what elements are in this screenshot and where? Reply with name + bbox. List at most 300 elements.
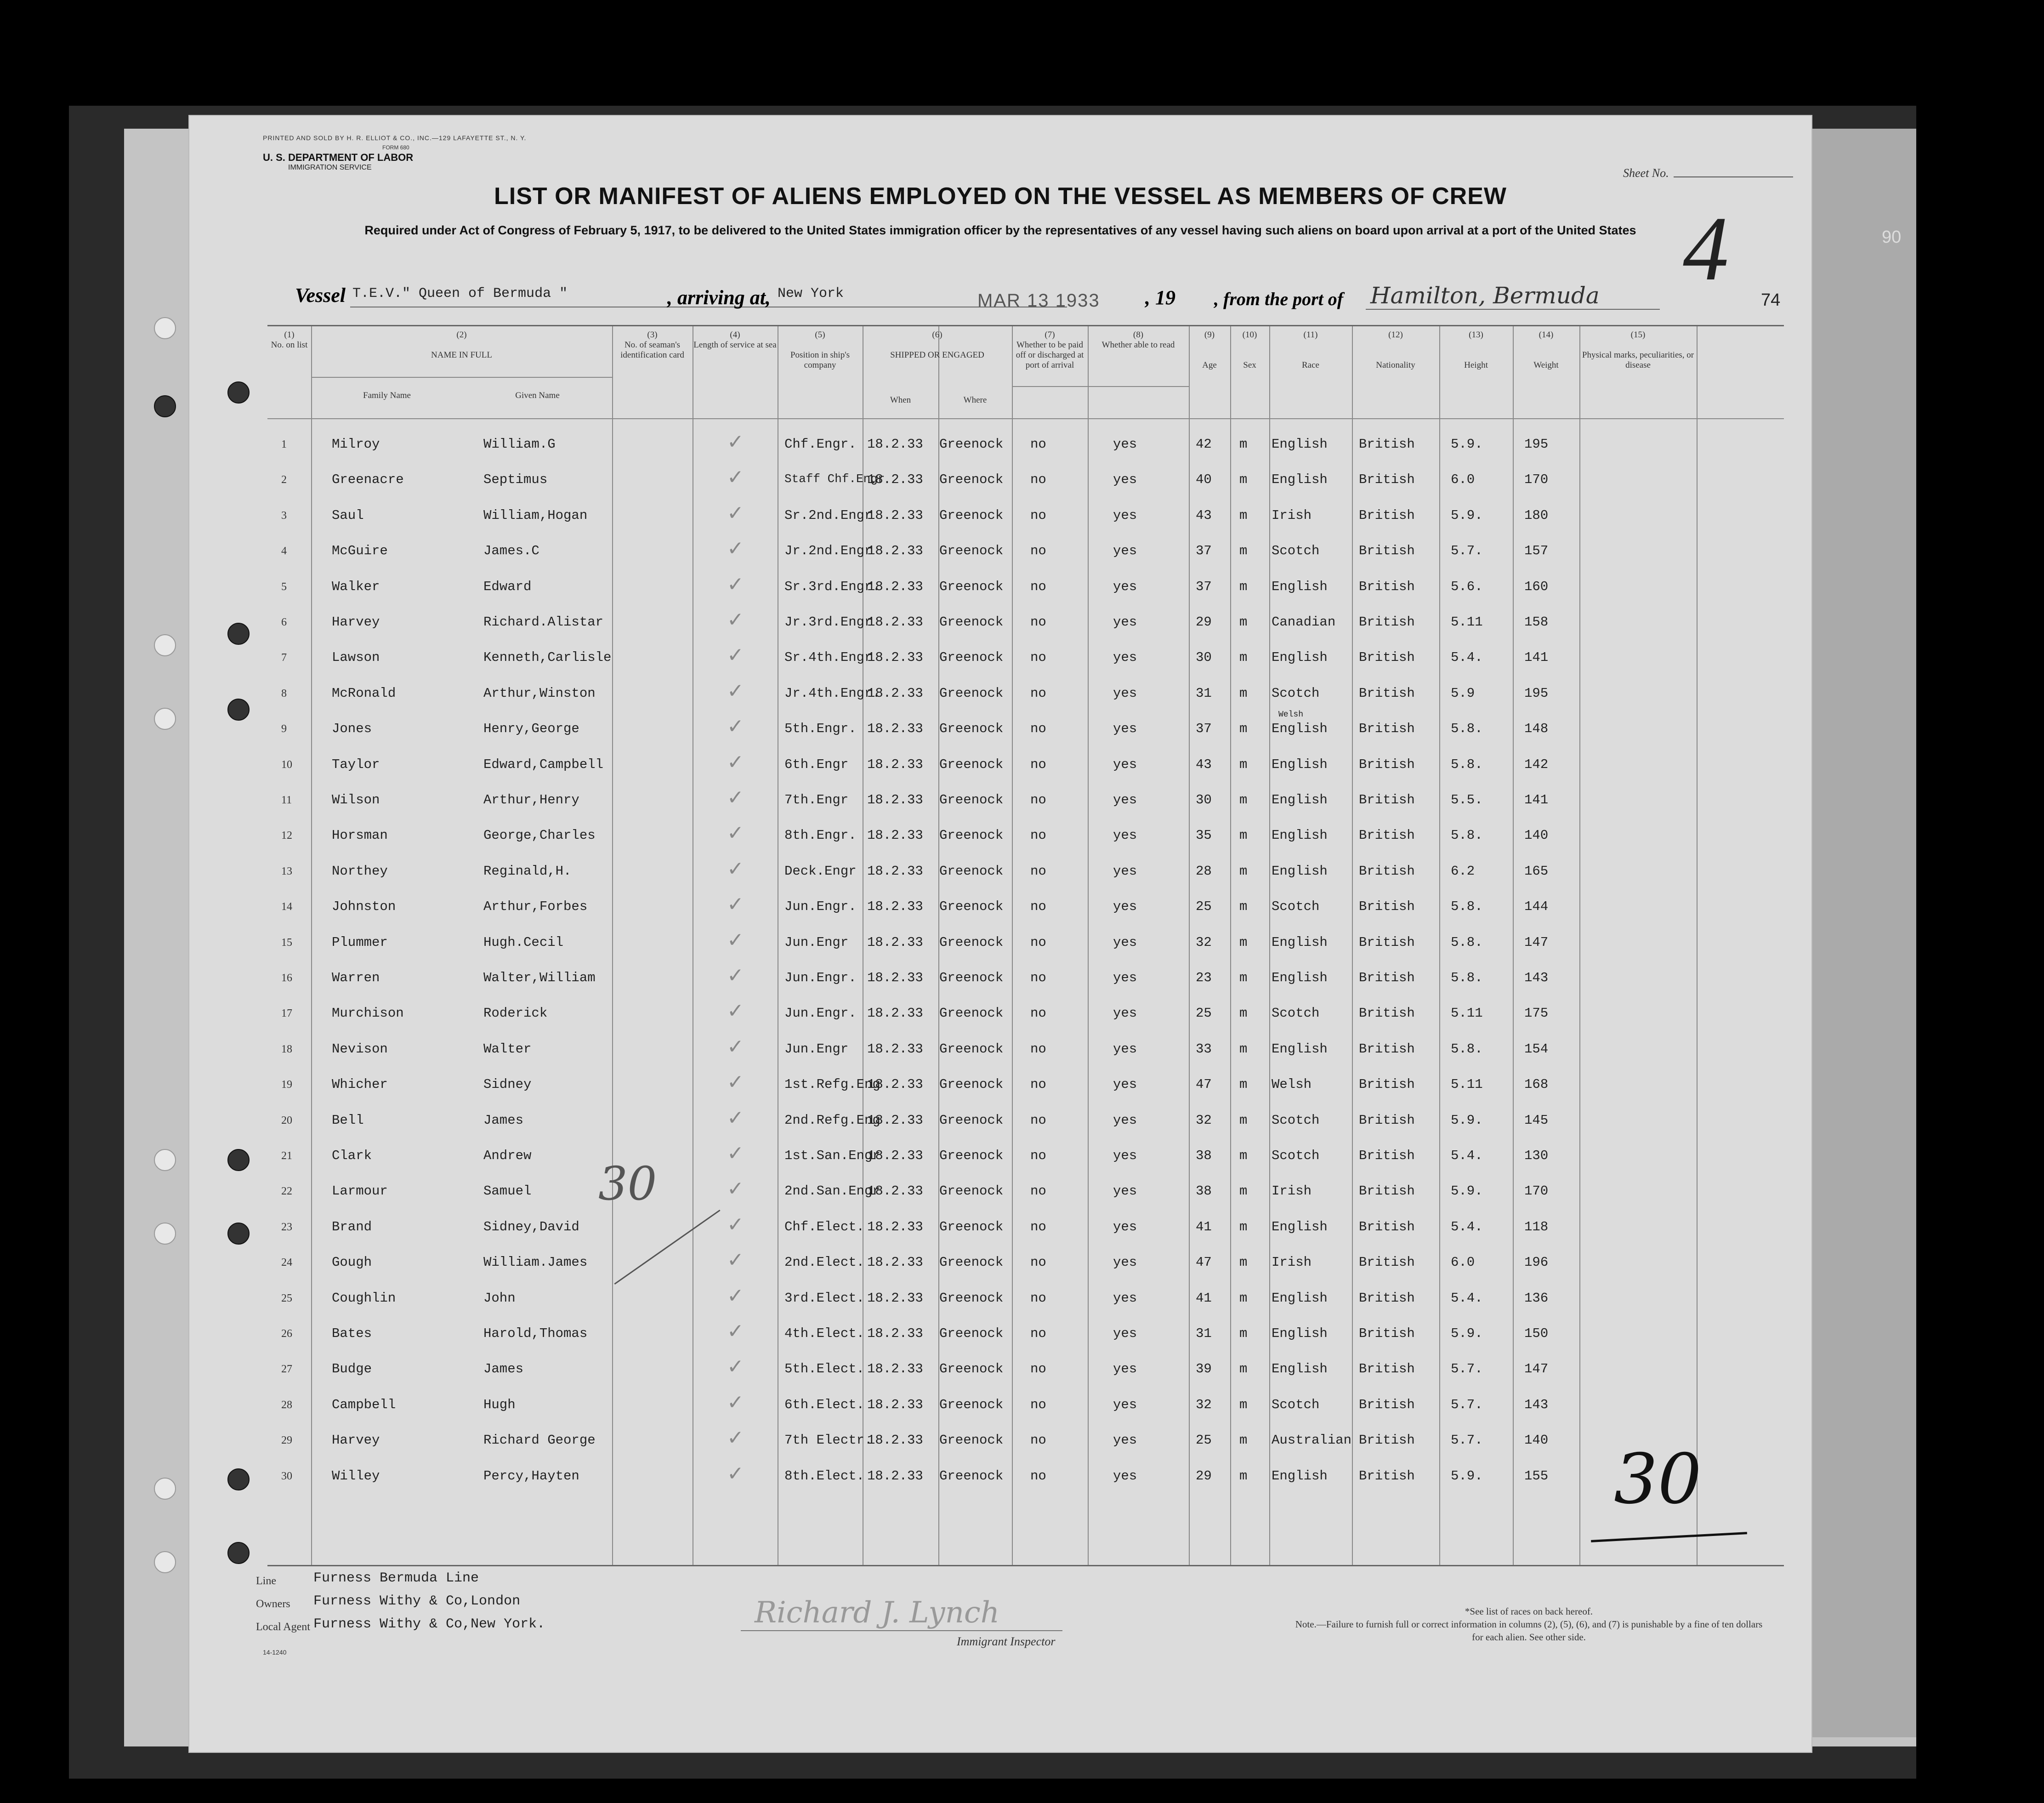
back-sheet-edge <box>1811 129 1916 1737</box>
cell-height: 5.11 <box>1451 1077 1483 1092</box>
cell-family: Greenacre <box>332 472 404 488</box>
cell-where: Greenock <box>939 543 1004 559</box>
shipped-header-line <box>1012 386 1189 387</box>
table-row <box>267 1037 1784 1073</box>
cell-family: Larmour <box>332 1183 388 1199</box>
table-row <box>267 574 1784 610</box>
cell-where: Greenock <box>939 792 1004 808</box>
cell-weight: 147 <box>1524 934 1549 950</box>
cell-race: English <box>1272 970 1328 985</box>
check-mark-icon: ✓ <box>727 928 744 952</box>
col10-num: (10) <box>1242 330 1257 340</box>
cell-race: Scotch <box>1272 1397 1320 1412</box>
cell-sex: m <box>1239 1148 1248 1163</box>
cell-read: yes <box>1113 1397 1137 1412</box>
cell-no: 25 <box>281 1292 292 1304</box>
cell-age: 25 <box>1196 1433 1212 1448</box>
sheet-underline <box>1674 176 1793 177</box>
department-name: U. S. DEPARTMENT OF LABOR <box>263 152 414 163</box>
cell-sex: m <box>1239 1219 1248 1234</box>
col4-label: Length of service at sea <box>693 340 777 350</box>
cell-when: 18.2.33 <box>867 614 923 630</box>
check-mark-icon: ✓ <box>727 608 744 631</box>
cell-no: 17 <box>281 1007 292 1020</box>
cell-no: 5 <box>281 580 287 593</box>
col3-label: No. of seaman's identification card <box>620 340 684 360</box>
crew-table <box>267 325 1784 1566</box>
cell-read: yes <box>1113 1468 1137 1484</box>
cell-weight: 196 <box>1524 1255 1549 1270</box>
cell-nationality: British <box>1359 1077 1415 1092</box>
cell-given: George,Charles <box>483 828 596 843</box>
cell-given: Hugh.Cecil <box>483 934 564 950</box>
race-note: *See list of races on back hereof. <box>1465 1606 1593 1617</box>
col8-num: (8) <box>1133 330 1144 340</box>
cell-height: 5.6. <box>1451 579 1483 594</box>
cell-age: 43 <box>1196 507 1212 523</box>
cell-where: Greenock <box>939 899 1004 915</box>
col6-num: (6) <box>932 330 943 340</box>
check-mark-icon: ✓ <box>727 893 744 916</box>
cell-age: 33 <box>1196 1041 1212 1057</box>
cell-no: 28 <box>281 1399 292 1411</box>
cell-race: English <box>1272 721 1328 737</box>
cell-where: Greenock <box>939 1468 1004 1484</box>
table-row <box>267 710 1784 752</box>
cell-race: Irish <box>1272 507 1312 523</box>
cell-position: 8th.Engr. <box>784 828 857 843</box>
cell-family: McRonald <box>332 685 396 701</box>
cell-paid: no <box>1030 1433 1046 1448</box>
table-row <box>267 966 1784 1001</box>
handwritten-total: 30 <box>1614 1439 1702 1519</box>
cell-sex: m <box>1239 543 1248 559</box>
cell-no: 22 <box>281 1185 292 1198</box>
cell-age: 23 <box>1196 970 1212 985</box>
cell-sex: m <box>1239 899 1248 915</box>
cell-read: yes <box>1113 579 1137 594</box>
cell-family: Northey <box>332 863 388 879</box>
col9-num: (9) <box>1204 330 1215 340</box>
check-mark-icon: ✓ <box>727 1177 744 1201</box>
header-bottom-line <box>267 418 1784 419</box>
cell-no: 18 <box>281 1043 292 1055</box>
cell-when: 18.2.33 <box>867 507 923 523</box>
cell-family: Bell <box>332 1112 364 1128</box>
cell-nationality: British <box>1359 685 1415 701</box>
cell-race: Welsh <box>1272 1077 1312 1092</box>
cell-height: 5.11 <box>1451 614 1483 630</box>
cell-race: English <box>1272 934 1328 950</box>
cell-height: 5.4. <box>1451 1219 1483 1234</box>
cell-age: 30 <box>1196 792 1212 808</box>
cell-given: Andrew <box>483 1148 532 1163</box>
cell-position: Jun.Engr. <box>784 1006 857 1021</box>
cell-given: Henry,George <box>483 721 579 737</box>
manifest-sheet <box>188 115 1812 1753</box>
binder-hole <box>154 708 176 730</box>
cell-read: yes <box>1113 792 1137 808</box>
cell-no: 26 <box>281 1328 292 1340</box>
table-row <box>267 823 1784 859</box>
cell-paid: no <box>1030 1148 1046 1163</box>
cell-paid: no <box>1030 543 1046 559</box>
vessel-label: Vessel <box>295 284 346 307</box>
page-subtitle: Required under Act of Congress of February 5, 1917, to be delivered to the United States immigration officer by the representatives of any vessel having such aliens on board upon arrival at a port of the United States <box>364 223 1636 237</box>
cell-no: 13 <box>281 865 292 877</box>
service-name: IMMIGRATION SERVICE <box>288 164 372 171</box>
binder-hole <box>154 1149 176 1171</box>
cell-no: 11 <box>281 794 292 806</box>
cell-age: 37 <box>1196 543 1212 559</box>
cell-height: 5.4. <box>1451 650 1483 665</box>
check-mark-icon: ✓ <box>727 501 744 525</box>
cell-given: Reginald,H. <box>483 863 572 879</box>
cell-weight: 142 <box>1524 756 1549 772</box>
table-row <box>267 859 1784 895</box>
cell-position: Jr.4th.Engr. <box>784 685 880 701</box>
col7-num: (7) <box>1045 330 1055 340</box>
cell-weight: 150 <box>1524 1326 1549 1341</box>
cell-sex: m <box>1239 721 1248 737</box>
cell-sex: m <box>1239 934 1248 950</box>
cell-age: 25 <box>1196 1006 1212 1021</box>
table-row <box>267 1001 1784 1037</box>
inspector-label: Immigrant Inspector <box>957 1635 1056 1648</box>
cell-paid: no <box>1030 650 1046 665</box>
cell-age: 39 <box>1196 1361 1212 1377</box>
cell-nationality: British <box>1359 650 1415 665</box>
cell-when: 18.2.33 <box>867 792 923 808</box>
cell-paid: no <box>1030 792 1046 808</box>
cell-when: 18.2.33 <box>867 1148 923 1163</box>
cell-race: English <box>1272 1290 1328 1306</box>
col3-num: (3) <box>647 330 658 340</box>
table-row <box>267 752 1784 788</box>
line-label: Line <box>256 1575 276 1587</box>
cell-position: 5th.Engr. <box>784 721 857 737</box>
check-mark-icon: ✓ <box>727 964 744 987</box>
cell-position: Jr.3rd.Engr <box>784 614 873 630</box>
cell-no: 21 <box>281 1150 292 1162</box>
cell-when: 18.2.33 <box>867 579 923 594</box>
cell-read: yes <box>1113 756 1137 772</box>
col13-num: (13) <box>1469 330 1483 340</box>
check-mark-icon: ✓ <box>727 1284 744 1308</box>
table-row <box>267 1108 1784 1144</box>
cell-race: English <box>1272 1041 1328 1057</box>
cell-height: 5.8. <box>1451 828 1483 843</box>
cell-nationality: British <box>1359 1219 1415 1234</box>
cell-when: 18.2.33 <box>867 1183 923 1199</box>
check-mark-icon: ✓ <box>727 750 744 774</box>
cell-race: Scotch <box>1272 543 1320 559</box>
cell-race: Scotch <box>1272 1148 1320 1163</box>
table-row <box>267 467 1784 503</box>
table-row <box>267 930 1784 966</box>
cell-race: Scotch <box>1272 685 1320 701</box>
cell-where: Greenock <box>939 863 1004 879</box>
check-mark-icon: ✓ <box>727 1320 744 1343</box>
col10-label: Sex <box>1243 360 1256 370</box>
cell-age: 35 <box>1196 828 1212 843</box>
cell-height: 5.11 <box>1451 1006 1483 1021</box>
cell-position: Deck.Engr <box>784 863 857 879</box>
binder-hole <box>154 1551 176 1573</box>
check-mark-icon: ✓ <box>727 999 744 1023</box>
cell-given: Septimus <box>483 472 548 488</box>
cell-height: 5.9 <box>1451 685 1475 701</box>
sheet-label: Sheet No. <box>1623 166 1669 180</box>
table-row <box>267 1428 1784 1464</box>
cell-read: yes <box>1113 1077 1137 1092</box>
cell-family: Willey <box>332 1468 380 1484</box>
table-row <box>267 1286 1784 1322</box>
cell-age: 31 <box>1196 1326 1212 1341</box>
cell-given: Richard George <box>483 1433 596 1448</box>
cell-race: Australian <box>1272 1433 1352 1448</box>
cell-race: Irish <box>1272 1255 1312 1270</box>
cell-nationality: British <box>1359 1397 1415 1412</box>
cell-height: 5.4. <box>1451 1290 1483 1306</box>
cell-paid: no <box>1030 614 1046 630</box>
cell-where: Greenock <box>939 507 1004 523</box>
cell-race: English <box>1272 437 1328 452</box>
cell-paid: no <box>1030 934 1046 950</box>
cell-nationality: British <box>1359 507 1415 523</box>
col2-num: (2) <box>456 330 467 340</box>
cell-paid: no <box>1030 1326 1046 1341</box>
cell-no: 23 <box>281 1221 292 1233</box>
cell-when: 18.2.33 <box>867 1326 923 1341</box>
cell-where: Greenock <box>939 650 1004 665</box>
binder-hole <box>227 1223 250 1245</box>
cell-position: Staff Chf.Engr <box>784 472 885 486</box>
cell-when: 18.2.33 <box>867 543 923 559</box>
cell-family: Plummer <box>332 934 388 950</box>
when-header: When <box>890 395 911 405</box>
agent-label: Local Agent <box>256 1621 310 1633</box>
cell-paid: no <box>1030 828 1046 843</box>
cell-paid: no <box>1030 863 1046 879</box>
cell-read: yes <box>1113 1183 1137 1199</box>
cell-family: Horsman <box>332 828 388 843</box>
col2-label: NAME IN FULL <box>431 350 492 360</box>
check-mark-icon: ✓ <box>727 1212 744 1236</box>
cell-given: James.C <box>483 543 539 559</box>
cell-nationality: British <box>1359 1290 1415 1306</box>
cell-sex: m <box>1239 437 1248 452</box>
cell-race: English <box>1272 1468 1328 1484</box>
cell-height: 5.9. <box>1451 437 1483 452</box>
table-row <box>267 1212 1784 1251</box>
table-row <box>267 645 1784 681</box>
cell-when: 18.2.33 <box>867 1361 923 1377</box>
cell-height: 5.8. <box>1451 970 1483 985</box>
cell-nationality: British <box>1359 756 1415 772</box>
cell-weight: 147 <box>1524 1361 1549 1377</box>
cell-no: 12 <box>281 830 292 842</box>
cell-read: yes <box>1113 1361 1137 1377</box>
cell-position: 1st.San.Engr <box>784 1148 880 1163</box>
cell-paid: no <box>1030 472 1046 488</box>
cell-family: Warren <box>332 970 380 985</box>
cell-weight: 136 <box>1524 1290 1549 1306</box>
cell-where: Greenock <box>939 579 1004 594</box>
check-mark-icon: ✓ <box>727 1248 744 1272</box>
cell-paid: no <box>1030 437 1046 452</box>
cell-when: 18.2.33 <box>867 1397 923 1412</box>
cell-age: 30 <box>1196 650 1212 665</box>
cell-given: James <box>483 1361 524 1377</box>
cell-race-note: Welsh <box>1278 710 1304 720</box>
cell-read: yes <box>1113 970 1137 985</box>
cell-where: Greenock <box>939 437 1004 452</box>
cell-age: 38 <box>1196 1183 1212 1199</box>
page-title: LIST OR MANIFEST OF ALIENS EMPLOYED ON THE VESSEL AS MEMBERS OF CREW <box>494 183 1507 210</box>
cell-sex: m <box>1239 614 1248 630</box>
cell-family: Campbell <box>332 1397 396 1412</box>
cell-given: Walter <box>483 1041 532 1057</box>
table-row <box>267 1250 1784 1286</box>
cell-when: 18.2.33 <box>867 934 923 950</box>
cell-height: 5.7. <box>1451 1361 1483 1377</box>
cell-family: Walker <box>332 579 380 594</box>
cell-nationality: British <box>1359 792 1415 808</box>
col9-label: Age <box>1202 360 1217 370</box>
col4-num: (4) <box>730 330 740 340</box>
cell-paid: no <box>1030 721 1046 737</box>
printer-line: PRINTED AND SOLD BY H. R. ELLIOT & CO., INC.—129 LAFAYETTE ST., N. Y. <box>263 134 527 142</box>
col1-num: (1) <box>284 330 295 340</box>
col7-label: Whether to be paid off or discharged at port of arrival <box>1016 340 1084 370</box>
cell-position: 4th.Elect. <box>784 1326 865 1341</box>
cell-age: 41 <box>1196 1219 1212 1234</box>
cell-paid: no <box>1030 1255 1046 1270</box>
cell-paid: no <box>1030 1468 1046 1484</box>
cell-when: 18.2.33 <box>867 472 923 488</box>
cell-position: 5th.Elect. <box>784 1361 865 1377</box>
cell-race: English <box>1272 650 1328 665</box>
col14-label: Weight <box>1533 360 1559 370</box>
check-mark-icon: ✓ <box>727 1462 744 1485</box>
cell-read: yes <box>1113 899 1137 915</box>
cell-age: 40 <box>1196 472 1212 488</box>
cell-paid: no <box>1030 1183 1046 1199</box>
cell-position: 6th.Engr <box>784 756 849 772</box>
cell-height: 5.9. <box>1451 1112 1483 1128</box>
cell-read: yes <box>1113 685 1137 701</box>
cell-sex: m <box>1239 650 1248 665</box>
cell-weight: 140 <box>1524 828 1549 843</box>
cell-when: 18.2.33 <box>867 1290 923 1306</box>
cell-sex: m <box>1239 579 1248 594</box>
check-mark-icon: ✓ <box>727 821 744 845</box>
binder-hole <box>154 1223 176 1245</box>
cell-height: 5.9. <box>1451 1326 1483 1341</box>
cell-position: 2nd.Refg.Eng <box>784 1112 880 1128</box>
binder-hole <box>227 623 250 645</box>
cell-position: Jun.Engr <box>784 1041 849 1057</box>
col15-num: (15) <box>1630 330 1646 340</box>
cell-position: Jr.2nd.Engr <box>784 543 873 559</box>
cell-height: 5.4. <box>1451 1148 1483 1163</box>
vessel-name: T.E.V." Queen of Bermuda " <box>352 286 568 301</box>
table-row <box>267 679 1784 720</box>
cell-nationality: British <box>1359 1326 1415 1341</box>
cell-family: Bates <box>332 1326 372 1341</box>
cell-race: Scotch <box>1272 899 1320 915</box>
cell-nationality: British <box>1359 1361 1415 1377</box>
check-mark-icon: ✓ <box>727 430 744 454</box>
cell-given: William,Hogan <box>483 507 588 523</box>
cell-family: Wilson <box>332 792 380 808</box>
col5-num: (5) <box>815 330 825 340</box>
cell-sex: m <box>1239 970 1248 985</box>
binder-hole <box>227 1542 250 1564</box>
table-row <box>267 503 1784 539</box>
cell-position: 6th.Elect. <box>784 1397 865 1412</box>
cell-age: 28 <box>1196 863 1212 879</box>
cell-age: 38 <box>1196 1148 1212 1163</box>
cell-position: Jun.Engr <box>784 934 849 950</box>
cell-where: Greenock <box>939 1148 1004 1163</box>
cell-weight: 143 <box>1524 970 1549 985</box>
cell-family: Coughlin <box>332 1290 396 1306</box>
check-mark-icon: ✓ <box>727 1106 744 1130</box>
family-name-header: Family Name <box>363 391 411 400</box>
binder-hole <box>227 699 250 721</box>
owners-value: Furness Withy & Co,London <box>313 1593 521 1609</box>
cell-age: 32 <box>1196 1112 1212 1128</box>
cell-age: 32 <box>1196 1397 1212 1412</box>
cell-given: Sidney,David <box>483 1219 579 1234</box>
cell-sex: m <box>1239 1183 1248 1199</box>
cell-read: yes <box>1113 437 1137 452</box>
cell-height: 5.9. <box>1451 1183 1483 1199</box>
cell-when: 18.2.33 <box>867 1255 923 1270</box>
cell-family: Taylor <box>332 756 380 772</box>
cell-height: 6.0 <box>1451 472 1475 488</box>
cell-race: English <box>1272 579 1328 594</box>
col12-label: Nationality <box>1376 360 1415 370</box>
cell-nationality: British <box>1359 970 1415 985</box>
cell-nationality: British <box>1359 437 1415 452</box>
cell-read: yes <box>1113 1041 1137 1057</box>
cell-paid: no <box>1030 1077 1046 1092</box>
col1-label: No. on list <box>271 340 308 350</box>
cell-no: 15 <box>281 936 292 949</box>
cell-position: 2nd.San.Engr <box>784 1183 880 1199</box>
cell-weight: 144 <box>1524 899 1549 915</box>
cell-read: yes <box>1113 1148 1137 1163</box>
cell-given: Roderick <box>483 1006 548 1021</box>
check-mark-icon: ✓ <box>727 1070 744 1094</box>
cell-height: 5.8. <box>1451 899 1483 915</box>
cell-where: Greenock <box>939 1397 1004 1412</box>
cell-family: Murchison <box>332 1006 404 1021</box>
cell-weight: 165 <box>1524 863 1549 879</box>
cell-no: 2 <box>281 474 287 486</box>
where-header: Where <box>963 395 987 405</box>
cell-no: 7 <box>281 652 287 664</box>
cell-weight: 143 <box>1524 1397 1549 1412</box>
binder-hole <box>154 317 176 339</box>
cell-sex: m <box>1239 1433 1248 1448</box>
binder-hole <box>154 1478 176 1500</box>
cell-no: 19 <box>281 1079 292 1091</box>
arriving-label: , arriving at, <box>667 286 771 309</box>
